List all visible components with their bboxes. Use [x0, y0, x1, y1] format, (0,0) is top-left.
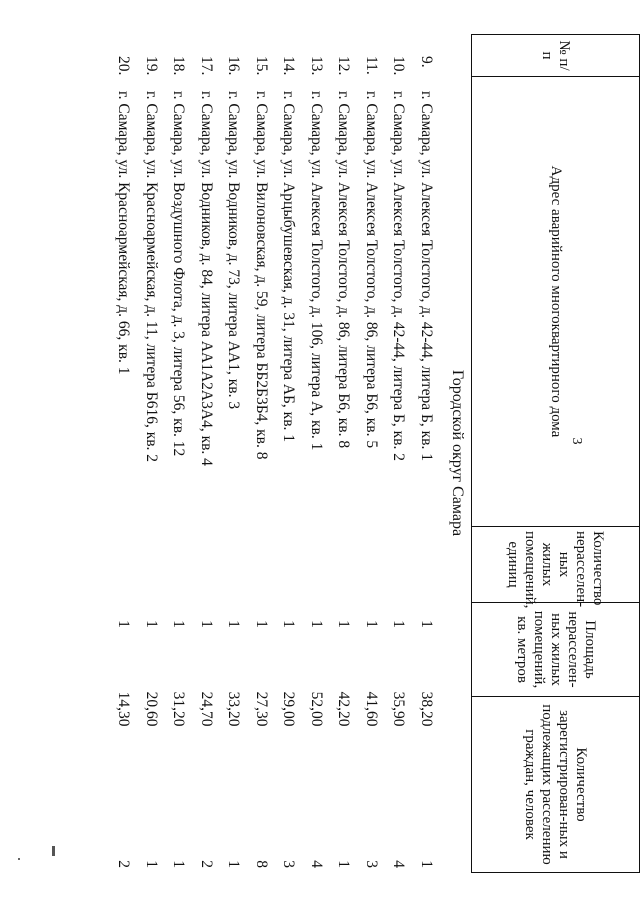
- row-count: 1: [253, 620, 270, 628]
- row-number: 15.: [253, 56, 270, 76]
- row-count: 1: [335, 620, 353, 628]
- row-people: 3: [363, 860, 380, 868]
- row-number: 17.: [198, 56, 215, 76]
- scan-artifact: [52, 846, 55, 856]
- table-row: [275, 34, 303, 872]
- row-count: 1: [280, 620, 298, 628]
- row-area: 42,20: [335, 691, 353, 727]
- row-area: 27,30: [253, 691, 270, 727]
- row-people: 4: [308, 860, 325, 868]
- row-people: 1: [143, 860, 160, 868]
- row-area: 14,30: [115, 691, 133, 727]
- row-number: 10.: [390, 56, 408, 76]
- table-row: [165, 34, 193, 872]
- row-people: 4: [390, 860, 408, 868]
- row-people: 2: [115, 860, 133, 868]
- row-address: г. Самара, ул. Алексея Толстого, д. 106, литера А, кв. 1: [308, 91, 325, 451]
- row-area: 29,00: [280, 691, 298, 727]
- row-address: г. Самара, ул. Алексея Толстого, д. 42-44, литера Б, кв. 2: [390, 91, 408, 461]
- row-area: 38,20: [418, 691, 435, 727]
- header-table: [471, 34, 640, 873]
- table-row: [193, 34, 221, 872]
- table-row: [248, 34, 276, 872]
- row-people: 8: [253, 860, 270, 868]
- table-row: [220, 34, 248, 872]
- row-number: 19.: [143, 56, 160, 76]
- row-number: 9.: [418, 56, 435, 68]
- rotated-document: [0, 34, 640, 874]
- row-count: 1: [390, 620, 408, 628]
- row-area: 20,60: [143, 691, 160, 727]
- row-people: 1: [225, 860, 243, 868]
- row-address: г. Самара, ул. Алексея Толстого, д. 86, литера Б6, кв. 5: [363, 91, 380, 449]
- table-row: [138, 34, 166, 872]
- row-address: г. Самара, ул. Красноармейская, д. 66, кв. 1: [115, 91, 133, 375]
- row-number: 11.: [363, 56, 380, 75]
- scan-artifact: [18, 858, 20, 860]
- row-people: 1: [418, 860, 435, 868]
- row-number: 16.: [225, 56, 243, 76]
- row-area: 31,20: [170, 691, 188, 727]
- row-area: 41,60: [363, 691, 380, 727]
- row-people: 1: [335, 860, 353, 868]
- row-count: 1: [115, 620, 133, 628]
- data-rows: [110, 34, 440, 872]
- row-people: 1: [170, 860, 188, 868]
- row-area: 24,70: [198, 691, 215, 727]
- row-count: 1: [308, 620, 325, 628]
- row-people: 3: [280, 860, 298, 868]
- row-number: 18.: [170, 56, 188, 76]
- row-number: 20.: [115, 56, 133, 76]
- row-address: г. Самара, ул. Алексея Толстого, д. 86, литера Б6, кв. 8: [335, 91, 353, 449]
- row-count: 1: [363, 620, 380, 628]
- row-count: 1: [143, 620, 160, 628]
- table-row: [413, 34, 441, 872]
- row-number: 13.: [308, 56, 325, 76]
- header-col-area: Площадь нерасселен-ных жилых помещений, кв. метров: [472, 603, 640, 697]
- row-area: 33,20: [225, 691, 243, 727]
- row-count: 1: [198, 620, 215, 628]
- header-col-count: Количество нерасселен-ных жилых помещений, единиц: [472, 527, 640, 603]
- row-address: г. Самара, ул. Алексея Толстого, д. 42-44, литера Б, кв. 1: [418, 91, 435, 461]
- row-address: г. Самара, ул. Красноармейская, д. 11, литера Б616, кв. 2: [143, 91, 160, 463]
- row-people: 2: [198, 860, 215, 868]
- row-count: 1: [170, 620, 188, 628]
- page-number: 3: [569, 437, 584, 445]
- table-row: [358, 34, 386, 872]
- row-address: г. Самара, ул. Воздушного Флота, д. 3, литера 56, кв. 12: [170, 91, 188, 457]
- row-count: 1: [225, 620, 243, 628]
- header-col-number: № п/п: [472, 35, 640, 77]
- table-row: [303, 34, 331, 872]
- row-count: 1: [418, 620, 435, 628]
- table-row: [110, 34, 138, 872]
- row-area: 35,90: [390, 691, 408, 727]
- row-address: г. Самара, ул. Вилоновская, д. 59, литера ББ2Б3Б4, кв. 8: [253, 91, 270, 460]
- row-address: г. Самара, ул. Водников, д. 73, литера АА1, кв. 3: [225, 91, 243, 410]
- section-title: Городской округ Самара: [449, 369, 466, 537]
- row-area: 52,00: [308, 691, 325, 727]
- header-col-address: Адрес аварийного многоквартирного дома: [472, 77, 640, 527]
- row-address: г. Самара, ул. Арцыбушевская, д. 31, литера АБ, кв. 1: [280, 91, 298, 443]
- header-col-people: Количество зарегистрирован-ных и подлежащих расселению граждан, человек: [472, 697, 640, 873]
- row-number: 12.: [335, 56, 353, 76]
- table-row: [385, 34, 413, 872]
- row-number: 14.: [280, 56, 298, 76]
- row-address: г. Самара, ул. Водников, д. 84, литера АА1А2А3А4, кв. 4: [198, 91, 215, 466]
- table-row: [330, 34, 358, 872]
